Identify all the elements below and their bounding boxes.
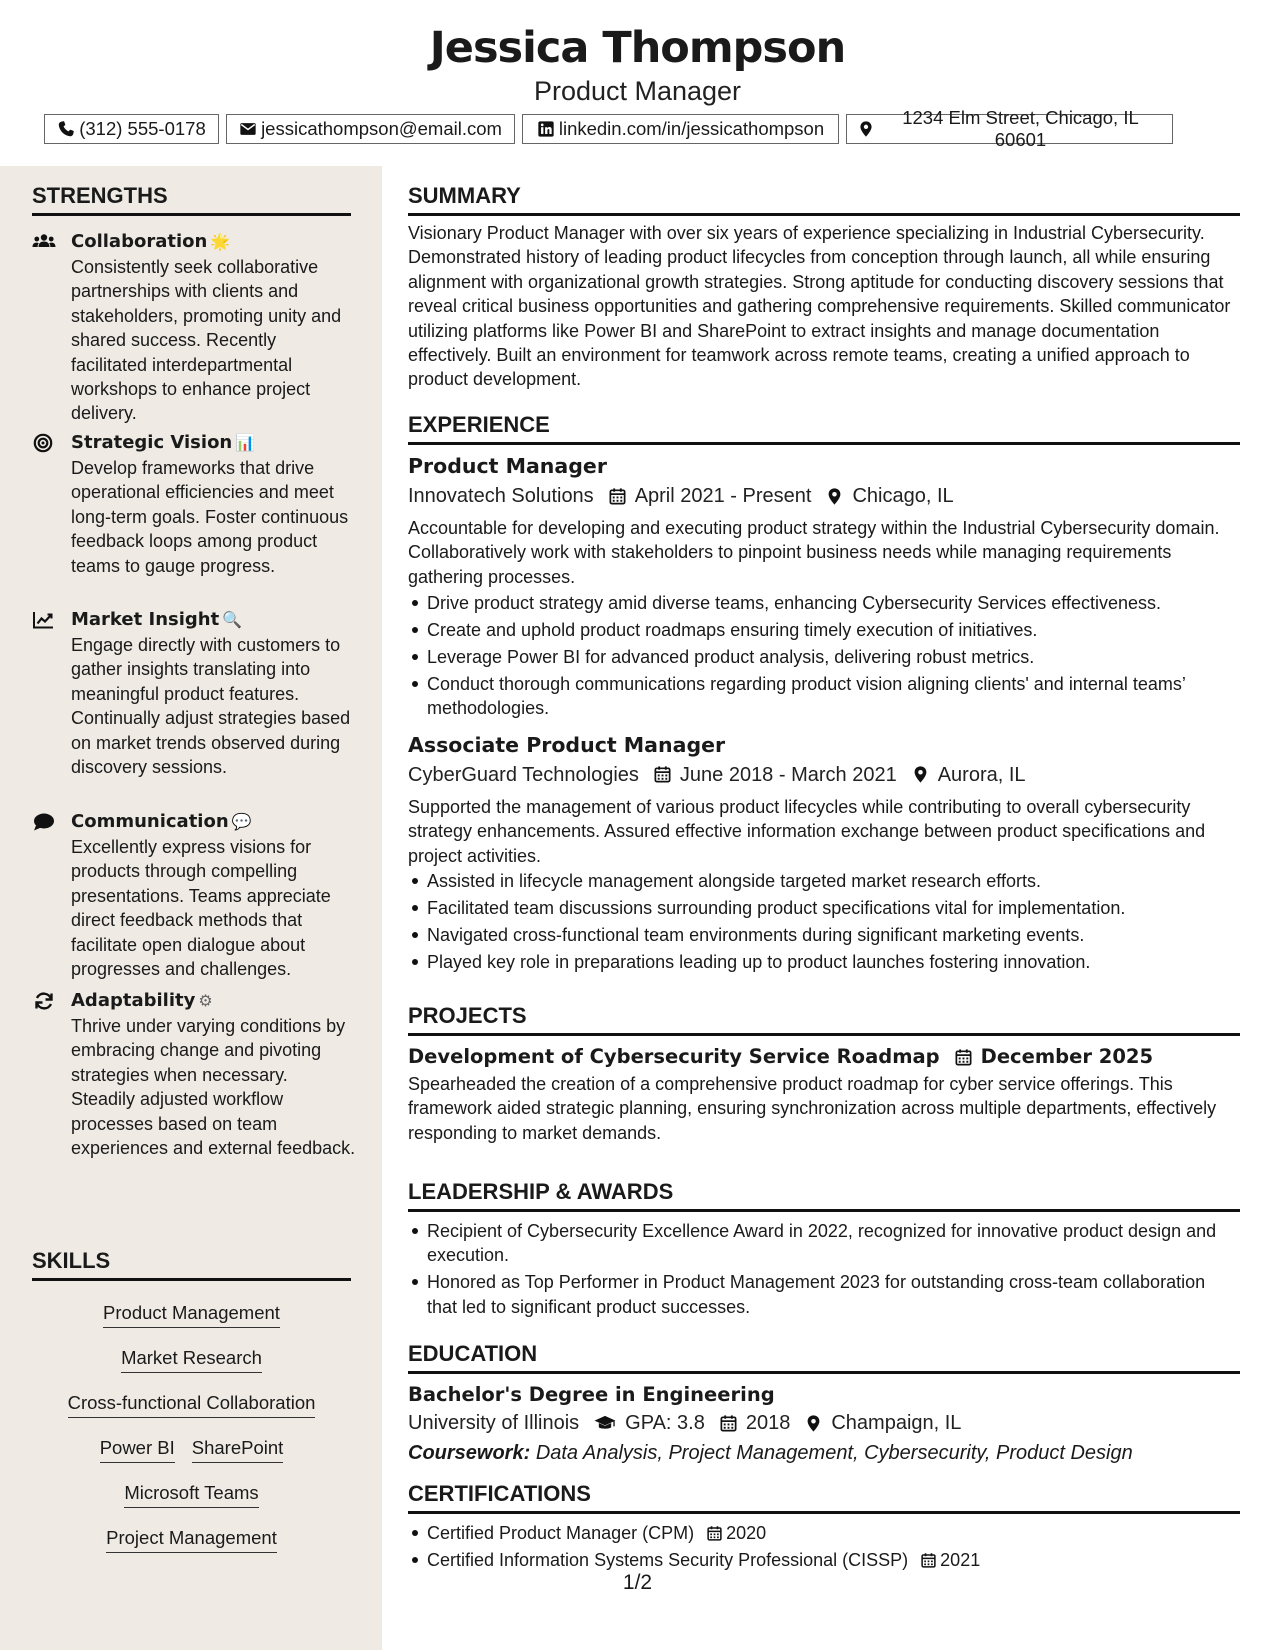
project-date: December 2025 [980, 1045, 1154, 1068]
job-entry [408, 452, 1240, 721]
job-role: Associate Product Manager [408, 732, 726, 757]
email-text: jessicathompson@email.com [261, 118, 502, 139]
envelope-icon [239, 120, 257, 138]
job-bullets [408, 591, 1240, 721]
awards-section [408, 1178, 1240, 1322]
education-meta [408, 1409, 1240, 1437]
skill-tag: Power BI [100, 1435, 175, 1463]
list-item: Recipient of Cybersecurity Excellence Award in 2022, recognized for innovative product design and execution. [408, 1219, 1240, 1268]
calendar-icon [653, 765, 672, 784]
skills-section [32, 1247, 351, 1281]
strength-title: Communication 💬 [71, 811, 252, 832]
degree: Bachelor's Degree in Engineering [408, 1383, 775, 1406]
strength-description: Develop frameworks that drive operational efficiencies and meet long-term goals. Foster continuous feedback loops among product teams to gauge progress. [71, 458, 349, 576]
job-company: Innovatech Solutions [408, 485, 594, 507]
sync-icon [32, 990, 56, 1012]
skill-tag: SharePoint [192, 1435, 284, 1463]
list-item: Assisted in lifecycle management alongside targeted market research efforts. [408, 869, 1240, 893]
list-item: Facilitated team discussions surrounding product specifications vital for implementation. [408, 896, 1240, 920]
strength-title: Adaptability ⚙ [71, 990, 213, 1011]
graduation-cap-icon [593, 1414, 617, 1433]
strength-description: Excellently express visions for products through compelling presentations. Teams appreciate direct feedback methods that facilitate open dialogue about progresses and challenges. [71, 837, 331, 980]
job-location: Chicago, IL [852, 485, 954, 507]
gear-icon: ⚙ [198, 991, 213, 1010]
contact-address [846, 107, 1173, 150]
coursework-list: Data Analysis, Project Management, Cybersecurity, Product Design [535, 1442, 1133, 1464]
projects-section [408, 1002, 1240, 1145]
map-pin-icon [857, 120, 875, 138]
summary-heading: SUMMARY [408, 182, 1240, 216]
skill-tag: Project Management [106, 1525, 277, 1553]
cert-name: Certified Product Manager (CPM) [427, 1523, 695, 1543]
job-bullets [408, 869, 1240, 974]
job-description: Supported the management of various product lifecycles while contributing to overall cybersecurity strategy enhancements. Assured effective information exchange between product specifications and project activities. [408, 796, 1206, 866]
awards-list [408, 1219, 1240, 1319]
contact-bar [44, 107, 1173, 150]
map-pin-icon [911, 765, 930, 784]
list-item [408, 1548, 1240, 1572]
target-icon [32, 432, 56, 454]
school-name: University of Illinois [408, 1412, 580, 1434]
job-location: Aurora, IL [937, 763, 1026, 786]
job-dates: April 2021 - Present [634, 485, 812, 507]
projects-heading: PROJECTS [408, 1002, 1240, 1036]
coursework [408, 1439, 1240, 1467]
resume-header [0, 0, 1275, 166]
linkedin-icon [537, 120, 555, 138]
education-section [408, 1340, 1240, 1467]
phone-text: (312) 555-0178 [79, 118, 206, 139]
school-location: Champaign, IL [831, 1412, 962, 1434]
project-description: Spearheaded the creation of a comprehensive product roadmap for cyber service offerings. This framework aided strategic planning, ensuring synchronization across multiple departments, effectively responding to market demands. [408, 1074, 1217, 1143]
list-item: Played key role in preparations leading up to product launches fostering innovation. [408, 950, 1240, 974]
calendar-icon [719, 1414, 738, 1433]
strengths-heading: STRENGTHS [32, 182, 351, 216]
experience-section [408, 411, 1240, 977]
list-item: Navigated cross-functional team environments during significant marketing events. [408, 923, 1240, 947]
list-item [408, 1521, 1240, 1545]
strength-description: Thrive under varying conditions by embracing change and pivoting strategies when necessary. Steadily adjusted workflow processes based on team experiences and external feedback. [71, 1016, 356, 1159]
summary-text: Visionary Product Manager with over six years of experience specializing in Industrial Cybersecurity. Demonstrated history of leading product lifecycles from conception through launch, all while ensuring alignment with organizational growth strategies. Strong aptitude for conducting discovery sessions that reveal critical business opportunities and gathering comprehensive requirements. Skilled communicator utilizing platforms like Power BI and SharePoint to extract insights and manage documentation effectively. Built an environment for teamwork across remote teams, creating a unified approach to product development. [408, 223, 1231, 390]
job-meta [408, 761, 1240, 789]
skill-tag: Microsoft Teams [124, 1480, 258, 1508]
strength-title: Collaboration 🌟 [71, 231, 231, 252]
education-heading: EDUCATION [408, 1340, 1240, 1374]
job-meta [408, 482, 1240, 510]
strength-title: Market Insight 🔍 [71, 609, 243, 630]
contact-linkedin[interactable] [522, 114, 839, 144]
cert-year: 2021 [940, 1549, 981, 1570]
list-item: Create and uphold product roadmaps ensuring timely execution of initiatives. [408, 618, 1240, 642]
list-item: Conduct thorough communications regarding product vision aligning clients' and internal teams’ methodologies. [408, 672, 1240, 721]
job-company: CyberGuard Technologies [408, 763, 639, 786]
skill-tag: Cross-functional Collaboration [68, 1390, 316, 1418]
skill-tag: Product Management [103, 1300, 280, 1328]
experience-heading: EXPERIENCE [408, 411, 1240, 445]
project-header [408, 1043, 1240, 1071]
speech-bubble-icon [32, 811, 56, 833]
job-description: Accountable for developing and executing product strategy within the Industrial Cybersecurity domain. Collaboratively work with stakeholders to pinpoint business needs while managing requirements gathering processes. [408, 518, 1220, 587]
page-number: 1/2 [622, 1571, 653, 1594]
phone-icon [57, 120, 75, 138]
job-dates: June 2018 - March 2021 [679, 763, 897, 786]
skills-heading: SKILLS [32, 1247, 351, 1281]
project-name: Development of Cybersecurity Service Roadmap [408, 1045, 940, 1068]
list-item: Drive product strategy amid diverse teams, enhancing Cybersecurity Services effectiveness. [408, 591, 1240, 615]
magnifier-icon: 🔍 [222, 610, 243, 629]
map-pin-icon [804, 1414, 823, 1433]
strength-description: Consistently seek collaborative partnerships with clients and stakeholders, promoting unity and shared success. Recently facilitated interdepartmental workshops to enhance project delivery. [71, 257, 342, 424]
graduation-year: 2018 [745, 1412, 791, 1434]
contact-email[interactable] [226, 114, 515, 144]
list-item: Leverage Power BI for advanced product analysis, delivering robust metrics. [408, 645, 1240, 669]
awards-heading: LEADERSHIP & AWARDS [408, 1178, 1240, 1212]
cert-year: 2020 [726, 1523, 767, 1543]
calendar-icon [954, 1048, 973, 1067]
list-item: Honored as Top Performer in Product Management 2023 for outstanding cross-team collaboration that led to significant product successes. [408, 1270, 1240, 1319]
chart-line-icon [32, 609, 56, 631]
skill-tag: Market Research [121, 1345, 262, 1373]
map-pin-icon [825, 487, 844, 506]
star-icon: 🌟 [210, 232, 231, 251]
cert-name: Certified Information Systems Security Professional (CISSP) [427, 1549, 909, 1570]
certifications-list [408, 1521, 1240, 1572]
certifications-heading: CERTIFICATIONS [408, 1480, 1240, 1514]
calendar-icon [920, 1552, 937, 1569]
strengths-section [32, 182, 351, 216]
certifications-section [408, 1480, 1240, 1575]
address-text: 1234 Elm Street, Chicago, IL 60601 [902, 107, 1139, 150]
calendar-icon [608, 487, 627, 506]
users-icon [32, 231, 56, 253]
job-entry [408, 731, 1240, 974]
sidebar [0, 166, 382, 1650]
job-role: Product Manager [408, 454, 607, 478]
chat-emoji-icon: 💬 [231, 812, 252, 831]
summary-section [408, 182, 1240, 392]
contact-phone[interactable] [44, 114, 219, 144]
skills-list [32, 1300, 351, 1570]
strength-description: Engage directly with customers to gather insights translating into meaningful product features. Continually adjust strategies based on market trends observed during discovery sessions. [71, 635, 351, 778]
linkedin-text: linkedin.com/in/jessicathompson [558, 118, 825, 139]
candidate-title: Product Manager [533, 76, 742, 106]
calendar-icon [706, 1525, 723, 1542]
gpa: GPA: 3.8 [625, 1412, 705, 1434]
strength-title: Strategic Vision 📊 [71, 432, 256, 453]
coursework-label: Coursework: [408, 1442, 531, 1464]
candidate-name: Jessica Thompson [429, 23, 846, 73]
bar-chart-icon: 📊 [235, 433, 256, 452]
